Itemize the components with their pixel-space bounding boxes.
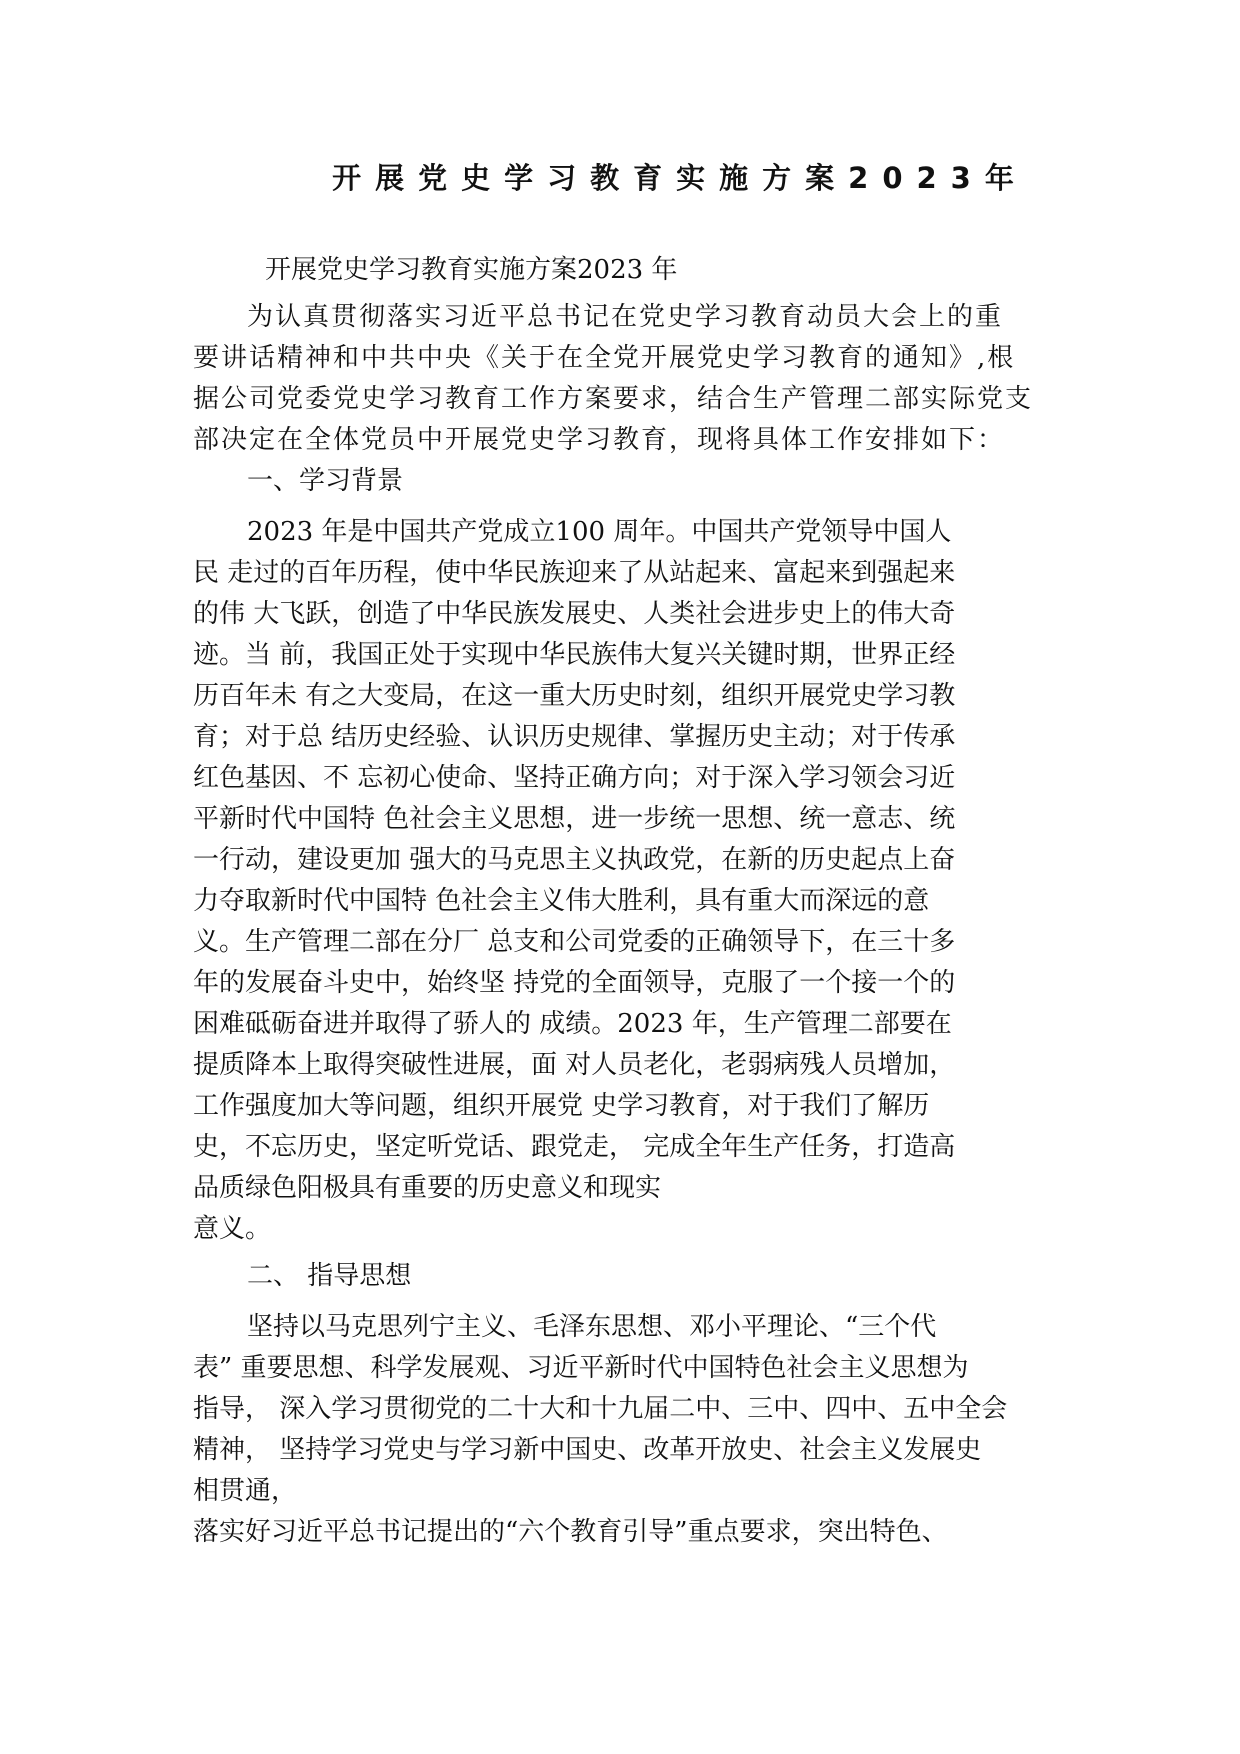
paragraph-line: 坚持以马克思列宁主义、毛泽东思想、邓小平理论、“三个代: [247, 1312, 937, 1342]
paragraph-line: 意义。: [193, 1214, 272, 1244]
paragraph-line: 品质绿色阳极具有重要的历史意义和现实: [193, 1173, 662, 1203]
paragraph-line: 落实好习近平总书记提出的“六个教育引导”重点要求，突出特色、: [193, 1517, 948, 1547]
paragraph-line: 育；对于总 结历史经验、认识历史规律、掌握历史主动；对于传承: [193, 722, 956, 752]
paragraph-line: 平新时代中国特 色社会主义思想，进一步统一思想、统一意志、统: [193, 804, 956, 834]
paragraph-line: 相贯通，: [193, 1476, 298, 1506]
paragraph-line: 民 走过的百年历程，使中华民族迎来了从站起来、富起来到强起来: [193, 558, 956, 588]
paragraph-line: 的伟 大飞跃，创造了中华民族发展史、人类社会进步史上的伟大奇: [193, 599, 956, 629]
paragraph-line: 年的发展奋斗史中，始终坚 持党的全面领导，克服了一个接一个的: [193, 968, 956, 998]
document-title: 开展党史学习教育实施方案2023年: [332, 161, 1028, 195]
paragraph-line: 红色基因、不 忘初心使命、坚持正确方向；对于深入学习领会习近: [193, 763, 956, 793]
paragraph-line: 表” 重要思想、科学发展观、习近平新时代中国特色社会主义思想为: [193, 1353, 969, 1383]
paragraph-line: 部决定在全体党员中开展党史学习教育，现将具体工作安排如下：: [193, 425, 1006, 455]
subtitle-line: 开展党史学习教育实施方案2023 年: [265, 255, 678, 285]
paragraph-line: 据公司党委党史学习教育工作方案要求，结合生产管理二部实际党支: [193, 384, 1034, 414]
paragraph-line: 指导， 深入学习贯彻党的二十大和十九届二中、三中、四中、五中全会: [193, 1394, 1008, 1424]
paragraph-line: 力夺取新时代中国特 色社会主义伟大胜利，具有重大而深远的意: [193, 886, 930, 916]
paragraph-line: 要讲话精神和中共中央《关于在全党开展党史学习教育的通知》,根: [193, 343, 1016, 373]
paragraph-line: 困难砥砺奋进并取得了骄人的 成绩。2023 年，生产管理二部要在: [193, 1009, 952, 1039]
section-heading: 二、 指导思想: [247, 1261, 412, 1291]
paragraph-line: 工作强度加大等问题，组织开展党 史学习教育，对于我们了解历: [193, 1091, 930, 1121]
paragraph-line: 史，不忘历史，坚定听党话、跟党走， 完成全年生产任务，打造高: [193, 1132, 956, 1162]
paragraph-line: 精神， 坚持学习党史与学习新中国史、改革开放史、社会主义发展史: [193, 1435, 982, 1465]
section-heading: 一、学习背景: [247, 466, 404, 496]
paragraph-line: 提质降本上取得突破性进展，面 对人员老化，老弱病残人员增加，: [193, 1050, 956, 1080]
paragraph-line: 义。生产管理二部在分厂 总支和公司党委的正确领导下，在三十多: [193, 927, 956, 957]
paragraph-line: 迹。当 前，我国正处于实现中华民族伟大复兴关键时期，世界正经: [193, 640, 956, 670]
document-body: [193, 250, 1073, 1553]
paragraph-line: 历百年未 有之大变局，在这一重大历史时刻，组织开展党史学习教: [193, 681, 956, 711]
paragraph-line: 2023 年是中国共产党成立100 周年。中国共产党领导中国人: [247, 517, 952, 547]
paragraph-line: 一行动，建设更加 强大的马克思主义执政党，在新的历史起点上奋: [193, 845, 956, 875]
paragraph-line: 为认真贯彻落实习近平总书记在党史学习教育动员大会上的重: [247, 302, 1004, 332]
